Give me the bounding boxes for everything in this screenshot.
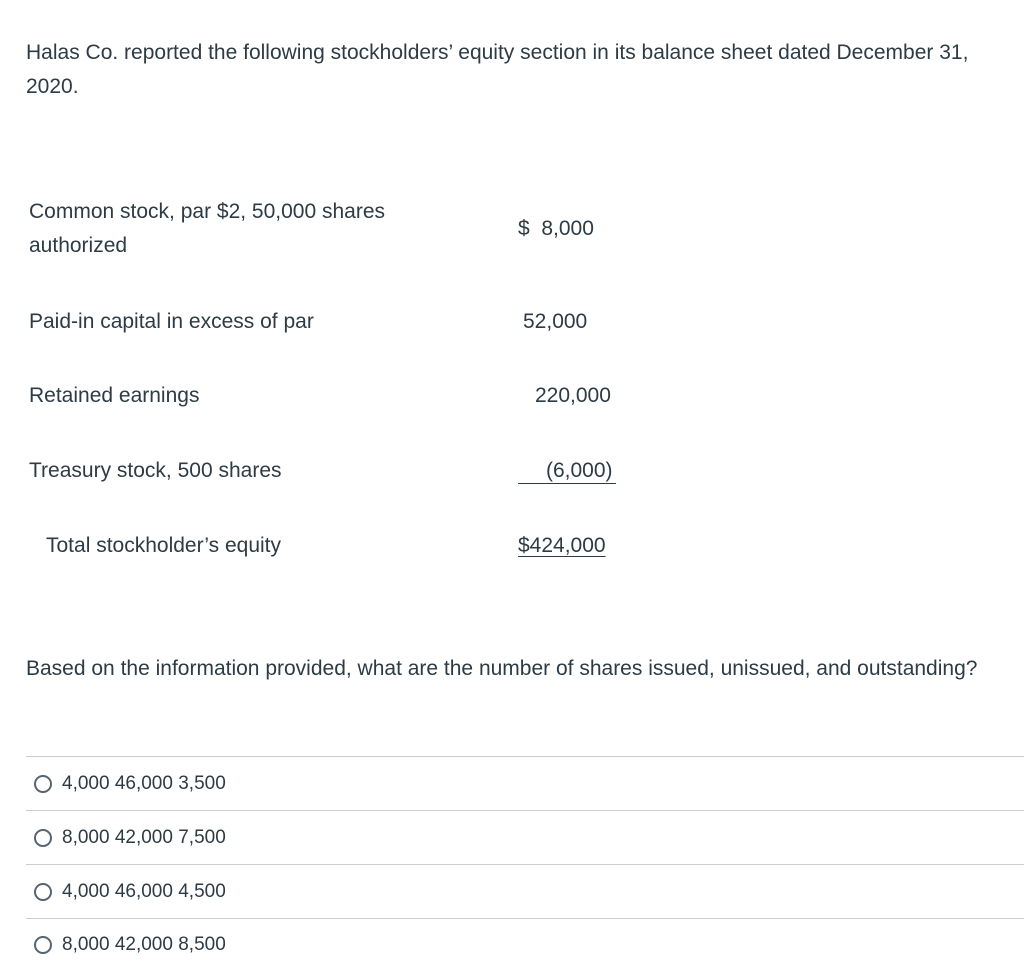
answer-label: 8,000 42,000 7,500 (62, 826, 226, 848)
row-amount-paid-in-capital: 52,000 (523, 310, 588, 333)
radio-button-icon[interactable] (34, 936, 52, 954)
question-intro: Halas Co. reported the following stockholders’ equity section in its balance sheet dated December 31, 2020. (26, 41, 969, 98)
answer-option-3[interactable] (26, 864, 1024, 918)
answer-option-4[interactable] (26, 918, 1024, 970)
row-amount-treasury-stock: (6,000) (546, 459, 613, 482)
radio-button-icon[interactable] (34, 829, 52, 847)
radio-button-icon[interactable] (34, 775, 52, 793)
row-label-total-equity: Total stockholder’s equity (46, 534, 282, 557)
row-amount-retained-earnings: 220,000 (535, 384, 611, 407)
row-amount-common-stock: $ 8,000 (518, 217, 594, 240)
answer-option-1[interactable] (26, 756, 1024, 810)
question-text: Based on the information provided, what are the number of shares issued, unissued, and outstanding? (26, 657, 978, 680)
radio-button-icon[interactable] (34, 883, 52, 901)
answer-label: 8,000 42,000 8,500 (62, 933, 226, 955)
row-label-paid-in-capital: Paid-in capital in excess of par (29, 310, 314, 333)
answer-list (26, 756, 1024, 970)
row-label-common-stock: Common stock, par $2, 50,000 shares authorized (29, 200, 386, 257)
row-amount-total-equity: $424,000 (518, 534, 606, 557)
answer-option-2[interactable] (26, 810, 1024, 864)
answer-label: 4,000 46,000 4,500 (62, 880, 226, 902)
row-label-retained-earnings: Retained earnings (29, 384, 200, 407)
answer-label: 4,000 46,000 3,500 (62, 772, 226, 794)
treasury-underline (518, 483, 616, 484)
row-label-treasury-stock: Treasury stock, 500 shares (29, 459, 282, 482)
